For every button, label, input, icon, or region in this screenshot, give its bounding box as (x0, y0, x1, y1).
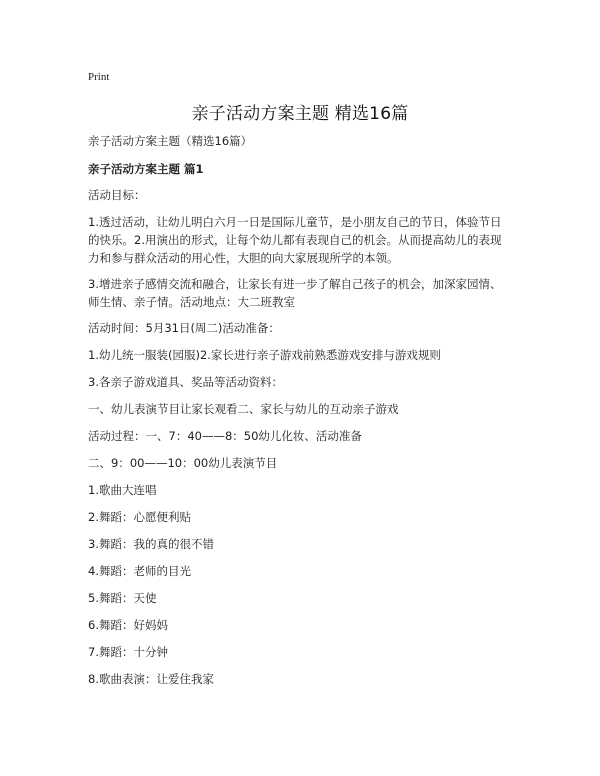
paragraph-activity-contents: 一、幼儿表演节目让家长观看二、家长与幼儿的互动亲子游戏 (88, 402, 399, 416)
paragraph-goals-label: 活动目标： (88, 188, 146, 202)
program-item: 3.舞蹈：我的真的很不错 (88, 537, 214, 551)
program-item: 1.歌曲大连唱 (88, 483, 157, 497)
document-subtitle: 亲子活动方案主题（精选16篇） (88, 134, 253, 148)
paragraph-process-step-1: 活动过程：一、7：40——8：50幼儿化妆、活动准备 (88, 429, 362, 443)
page-title: 亲子活动方案主题 精选16篇 (191, 104, 409, 124)
program-item: 2.舞蹈：心愿便利贴 (88, 510, 191, 524)
section-heading: 亲子活动方案主题 篇1 (88, 162, 204, 176)
program-item: 5.舞蹈：天使 (88, 591, 157, 605)
program-item: 8.歌曲表演：让爱住我家 (88, 672, 214, 686)
paragraph-preparation-3: 3.各亲子游戏道具、奖品等活动资料： (88, 375, 283, 389)
paragraph-process-step-2: 二、9：00——10：00幼儿表演节目 (88, 456, 278, 470)
program-item: 7.舞蹈：十分钟 (88, 645, 168, 659)
paragraph-goals-3-location: 3.增进亲子感情交流和融合，让家长有进一步了解自己孩子的机会，加深家园情、师生情、亲子情。活动地点：大二班教室 (88, 277, 502, 309)
paragraph-goals-1-2: 1.透过活动，让幼儿明白六月一日是国际儿童节，是小朋友自己的节日，体验节日的快乐。2.用演出的形式，让每个幼儿都有表现自己的机会。从而提高幼儿的表现力和参与群众活动的用心性，大胆的向大家展现所学的本领。 (88, 215, 502, 265)
document-body (88, 132, 512, 697)
paragraph-preparation-1-2: 1.幼儿统一服装(园服)2.家长进行亲子游戏前熟悉游戏安排与游戏规则 (88, 348, 441, 362)
paragraph-time-preparation: 活动时间：5月31日(周二)活动准备： (88, 321, 280, 335)
program-item: 4.舞蹈：老师的目光 (88, 564, 191, 578)
print-link[interactable]: Print (88, 71, 110, 83)
program-item: 6.舞蹈：好妈妈 (88, 618, 168, 632)
